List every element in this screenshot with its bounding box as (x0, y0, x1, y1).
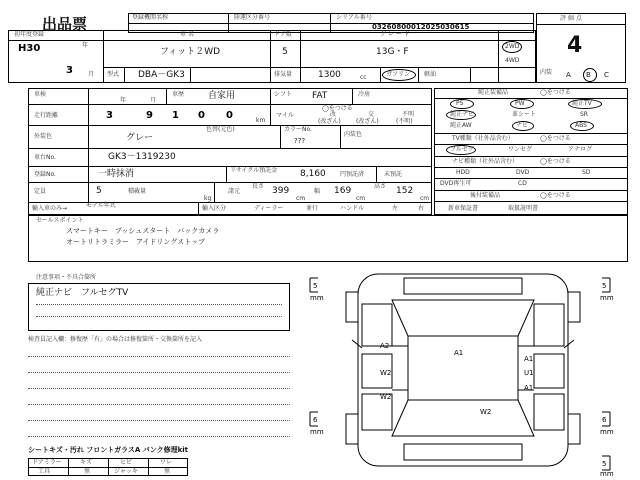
wheel-rear-left (346, 414, 358, 444)
grade-name-label: グ レ ー ド (380, 31, 410, 38)
first-reg-month: 3 (66, 65, 73, 76)
car-left-front-fender (362, 304, 392, 346)
import-label: 輸入車のみ→ (32, 205, 68, 212)
tv-title: TV種類（社外品含む） (452, 135, 514, 142)
equip-abs: ABS (575, 122, 587, 129)
navi-dvdplay: DVD再生可 (440, 180, 472, 187)
interior-color-label: 内装色 (344, 131, 363, 138)
mark-roof-a1: A1 (454, 349, 464, 357)
mileage-digit-2: 9 (146, 110, 153, 121)
equip-tv: 純正TV (572, 100, 592, 107)
navi-dvd: DVD (516, 169, 530, 176)
mark-left-w2: W2 (380, 369, 392, 377)
mark-left-w2-2: W2 (380, 393, 392, 401)
mileage-digit-1: 3 (106, 110, 113, 121)
usage-label: 車歴 (172, 91, 185, 98)
meter-label: マイル (276, 112, 294, 119)
dims-label: 諸元 (228, 188, 241, 195)
grade-value: 4 (567, 33, 583, 58)
tire-spare-value: 5 (602, 460, 607, 468)
fuel-gasoline: ガソリン (386, 71, 411, 78)
interior-c: C (604, 71, 609, 79)
model-year-label: モデル年式 (86, 202, 116, 209)
displacement-value: 1300 (318, 70, 341, 80)
meter-sub-2: (改ざん) (356, 118, 379, 125)
after-title: 後付装備品 (470, 192, 501, 199)
mark-right-u1: U1 (524, 369, 534, 377)
wheel-front-right (568, 292, 580, 322)
reg-label: 登録No. (34, 171, 56, 178)
tire-fr-unit: mm (600, 294, 614, 302)
color-value: グレー (126, 133, 154, 143)
grade-name: 13G・F (376, 47, 409, 57)
car-name-label: 車 名 (180, 31, 194, 38)
equip-sr: SR (580, 111, 588, 118)
car-right-front-fender (534, 304, 564, 346)
usage-value: 自家用 (208, 91, 236, 101)
length-unit: cm (296, 195, 306, 202)
doors-value: 5 (282, 47, 288, 57)
len-label: 長さ (252, 183, 265, 190)
car-right-rear-door (534, 394, 564, 430)
interior-label: 内装 (540, 69, 553, 76)
model-label: 型式 (107, 71, 120, 78)
equip-ps: PS (456, 100, 464, 107)
footer-h1: ドアミラー (32, 459, 62, 466)
tire-rr-value: 6 (602, 416, 607, 424)
interior-b-circle (583, 68, 597, 82)
after-manual: 取扱説明書 (508, 205, 539, 212)
fuel-light: 軽油 (424, 71, 437, 78)
navi-cd: CD (518, 180, 527, 187)
after-hint: ◯をつける (540, 192, 571, 199)
inspector-label: 検査員記入欄：修復歴「有」の場合は修復箇所・交換箇所を記入 (28, 336, 203, 343)
first-reg-label: 初年度登録 (14, 31, 45, 38)
equipment-title: 純正装備品 (478, 89, 509, 96)
tire-rl-unit: mm (310, 428, 324, 436)
mileage-label: 走行距離 (34, 112, 59, 119)
height-label: 高さ (374, 183, 387, 190)
notes-label: 注意事項・不具合箇所 (36, 274, 97, 281)
equip-navi: 純正ナビ (450, 111, 475, 118)
mark-right-a1: A1 (524, 355, 534, 363)
tire-fl-unit: mm (310, 294, 324, 302)
footer-h2: キズ (80, 459, 92, 466)
equipment-hint: ◯をつける (540, 89, 571, 96)
tire-fr-value: 5 (602, 282, 607, 290)
car-roof (408, 336, 518, 400)
footer-v2: 無 (84, 468, 91, 475)
width-unit: cm (356, 195, 366, 202)
color-note: 色替(元色) (206, 126, 235, 133)
car-right-front-door (534, 354, 564, 388)
mark-left-a2: A2 (380, 342, 390, 350)
chassis-label: 車台No. (34, 154, 56, 161)
equip-aw: 純正AW (450, 122, 472, 129)
drive-2wd: 2WD (505, 43, 520, 50)
car-windshield (392, 300, 534, 336)
mileage-digit-4: 0 (198, 110, 205, 121)
wheel-front-left (346, 292, 358, 322)
serial-label: シリアル番号 (336, 14, 372, 21)
reg-value: 一時抹消 (98, 169, 135, 179)
notes-line1: 純正ナビ フルセグTV (36, 288, 129, 298)
car-damage-diagram (296, 264, 630, 476)
mark-rear-w2: W2 (480, 408, 492, 416)
height-unit: cm (420, 195, 430, 202)
import-type-label: 輸入区分 (202, 205, 227, 212)
shift-value: FAT (312, 91, 328, 101)
meter-sub-3: (不明) (396, 118, 413, 125)
import-opt-handle: ハンドル (340, 205, 365, 212)
inspection-year: 年 (120, 97, 127, 104)
meter-opt-3: 不明 (402, 111, 415, 118)
color-label: 外装色 (34, 133, 53, 140)
tv-oneseg: ワンセグ (508, 146, 533, 153)
footer-v1: 工具 (38, 468, 51, 475)
import-opt-dealer: ディーラー (254, 205, 284, 212)
capacity-label: 定員 (34, 188, 47, 195)
import-opt-left: 左 (392, 205, 399, 212)
footer-v4: 無 (164, 468, 171, 475)
height-value: 152 (396, 186, 414, 196)
footer-h3: ヒビ (120, 459, 133, 466)
navi-title: ナビ種類（社外品含む） (452, 158, 519, 165)
meter-circle-hint: ◯をつける (322, 105, 353, 112)
reg-org-label: 登録機関名称 (132, 14, 169, 21)
length-value: 399 (272, 186, 290, 196)
sales-points-label: セールスポイント (36, 217, 84, 224)
ac-label: 冷房 (358, 91, 371, 98)
tv-analog: アナログ (568, 146, 593, 153)
tv-fullseg: フルセグ (450, 146, 474, 153)
cc-unit: cc (360, 74, 367, 81)
tire-rl-value: 6 (313, 416, 318, 424)
load-label: 積載量 (128, 188, 147, 195)
equip-navi2: ナビ (516, 122, 529, 129)
shift-label: シフト (274, 91, 293, 98)
mileage-digit-3: 1 (172, 110, 179, 121)
tire-spare-unit: mm (600, 470, 614, 476)
car-rear-bumper (404, 444, 522, 460)
car-front-bumper (404, 278, 522, 294)
km-unit: km (256, 117, 266, 124)
capacity-value: 5 (96, 186, 102, 196)
inspection-month: 月 (150, 97, 157, 104)
navi-hdd: HDD (456, 169, 470, 176)
form-title: 出品票 (42, 15, 88, 33)
color-no-label: カラーNo. (284, 126, 312, 133)
meter-opt-1: 改 (330, 111, 337, 118)
year-unit: 年 (82, 42, 89, 49)
doors-label: ドア数 (274, 31, 292, 38)
chassis-value: GK3－1319230 (108, 152, 176, 162)
displacement-label: 排気量 (274, 71, 293, 78)
model-value: DBA－GK3 (138, 70, 185, 80)
interior-a: A (566, 71, 571, 79)
equip-pw: PW (515, 100, 525, 107)
grade-label: 評 価 点 (560, 15, 582, 22)
tire-rr-unit: mm (600, 428, 614, 436)
wheel-rear-right (568, 414, 580, 444)
car-rear-window (392, 400, 534, 436)
mark-right-a1-2: A1 (524, 384, 534, 392)
mileage-digit-5: 0 (226, 110, 233, 121)
tv-hint: ◯をつける (540, 135, 571, 142)
footer-h4: ワレ (160, 459, 173, 466)
month-unit: 月 (88, 71, 95, 78)
meter-sub-1: (改ざん) (318, 118, 341, 125)
sales-points-line2: オートリトラミラー アイドリングストップ (66, 238, 205, 246)
interior-b: B (586, 71, 591, 79)
kg-unit: kg (204, 195, 212, 202)
inspection-label: 車検 (34, 91, 47, 98)
recycle-label: リサイクル預託金 (230, 167, 278, 174)
tire-fl-value: 5 (313, 282, 318, 290)
after-warranty: 新車保証書 (448, 205, 479, 212)
import-opt-parallel: 並行 (306, 205, 319, 212)
width-value: 169 (334, 186, 352, 196)
car-name: フィット２WD (160, 47, 221, 57)
serial-number: 03260800012025030615 (372, 23, 470, 31)
sales-points-line1: スマートキー プッシュスタート バックカメラ (66, 227, 220, 235)
color-no-value: ??? (294, 137, 306, 145)
import-opt-right: 右 (418, 205, 425, 212)
recycle-unpaid: 未預託 (384, 171, 403, 178)
width-label: 幅 (314, 188, 321, 195)
recycle-unit: 円預託済 (340, 171, 365, 178)
transport-div-label: 陸運区分番号 (234, 14, 271, 21)
meter-opt-2: 交 (368, 111, 375, 118)
equip-leather: 革シート (512, 111, 537, 118)
recycle-value: 8,160 (300, 169, 326, 179)
footer-v3: ジャッキ (114, 468, 138, 475)
first-reg-year: H30 (18, 43, 41, 54)
footer-remarks: シートキズ・汚れ フロントガラスA バンク修理kit (28, 446, 188, 454)
navi-hint: ◯をつける (540, 158, 571, 165)
navi-sd: SD (582, 169, 591, 176)
drive-4wd: 4WD (505, 57, 520, 64)
